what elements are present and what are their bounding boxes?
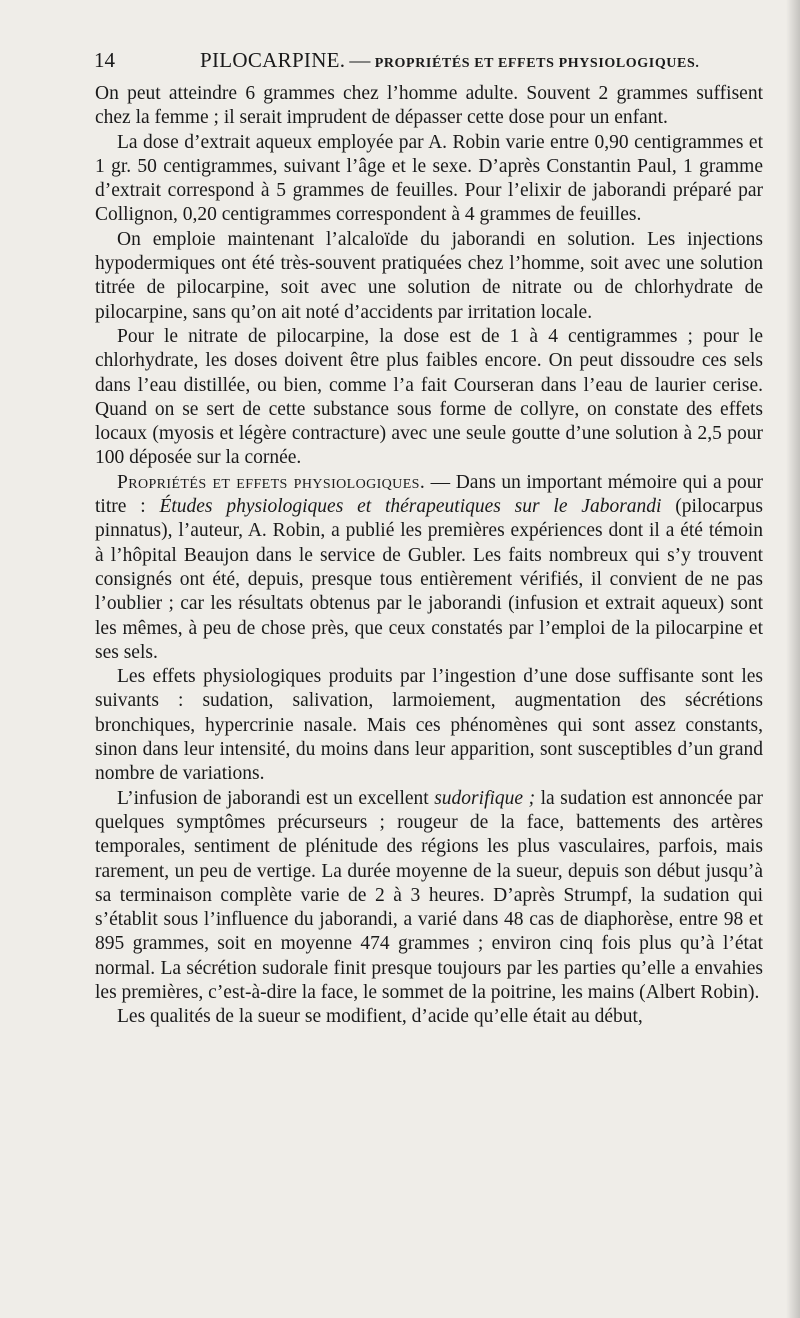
paragraph-5-part-b: (pilocarpus pinnatus), l’auteur, A. Robin, a publié les premières expériences dont il a été témoin à l’hôpital Beaujon dans le service de Gubler. Les faits nombreux qui s’y trouvent consignés ont été, depuis, presque tous entièrement vérifiés, il convient de ne pas l’oublier ; car les résultats obtenus par le jaborandi (infusion et extrait aqueux) sont les mêmes, à peu de chose près, que ceux constatés par l’emploi de la pilocarpine et ses sels. [95,496,764,663]
page-edge-shadow [786,0,800,1318]
paragraph-7 [95,787,763,1006]
paragraph-4: Pour le nitrate de pilocarpine, la dose est de 1 à 4 centigrammes ; pour le chlorhydrate, les doses doivent être plus faibles encore. On peut dissoudre ces sels dans l’eau distillée, ou bien, comme l’a fait Courseran dans l’eau de laurier cerise. Quand on se sert de cette substance sous forme de collyre, on constate des effets locaux (myosis et légère contracture) avec une seule goutte d’une solution à 2,5 pour 100 déposée sur la cornée. [95,325,763,469]
paragraph-2: La dose d’extrait aqueux employée par A. Robin varie entre 0,90 centigrammes et 1 gr. 50 centigrammes, suivant l’âge et le sexe. D’après Constantin Paul, 1 gramme d’extrait correspond à 5 grammes de feuilles. Pour l’elixir de jaborandi préparé par Collignon, 0,20 centigrammes correspondent à 4 grammes de feuilles. [95,131,763,226]
paragraph-3: On emploie maintenant l’alcaloïde du jaborandi en solution. Les injections hypodermiques ont été très-souvent pratiquées chez l’homme, soit avec une solution titrée de pilocarpine, soit avec une solution de nitrate ou de chlorhydrate de pilocarpine, sans qu’on ait noté d’accidents par irritation locale. [95,228,763,323]
running-title-dash: — [349,48,371,72]
paragraph-5-part-a: Dans un important mémoire qui a pour titre : [95,471,763,518]
paragraph-8: Les qualités de la sueur se modifient, d’acide qu’elle était au début, [117,1006,643,1028]
running-title-subtitle: PROPRIÉTÉS ET EFFETS PHYSIOLOGIQUES. [374,56,700,71]
section-heading: Propriétés et effets physiologiques. [117,471,426,493]
running-header [94,44,764,78]
paragraph-6: Les effets physiologiques produits par l’ingestion d’une dose suffisante sont les suivants : sudation, salivation, larmoiement, augmentation des sécrétions bronchiques, hypercrinie nasale. Mais ces phénomènes qui sont assez constants, sinon dans leur intensité, du moins dans leur apparition, sont susceptibles d’un grand nombre de variations. [95,666,763,785]
running-title [200,48,699,73]
running-title-main: PILOCARPINE. [200,48,346,72]
paragraph-1: On peut atteindre 6 grammes chez l’homme adulte. Souvent 2 grammes suffisent chez la femme ; il serait imprudent de dépasser cette dose pour un enfant. [95,83,763,129]
cited-work-title: Études physiologiques et thérapeutiques sur le Jaborandi [159,496,662,518]
emphasis-sudorifique: sudorifique ; [434,787,536,809]
page-number: 14 [94,48,115,72]
body-text [95,82,763,1030]
paragraph-7-part-a: L’infusion de jaborandi est un excellent [117,787,429,809]
section-heading-dash: — [430,471,451,493]
paragraph-5 [95,471,763,665]
paragraph-7-part-b: la sudation est annoncée par quelques symptômes précurseurs ; rougeur de la face, battements des artères temporales, sentiment de plénitude des régions les plus vasculaires, parfois, mais rarement, un peu de vertige. La durée moyenne de la sueur, depuis son début jusqu’à sa terminaison complète varie de 2 à 3 heures. D’après Strumpf, la sudation qui s’établit sous l’influence du jaborandi, a varié dans 48 cas de diaphorèse, entre 98 et 895 grammes, soit en moyenne 474 grammes ; environ cinq fois plus qu’à l’état normal. La sécrétion sudorale finit presque toujours par les parties qu’elle a envahies les premières, c’est-à-dire la face, le sommet de la poitrine, les mains (Albert Robin). [95,787,763,1003]
